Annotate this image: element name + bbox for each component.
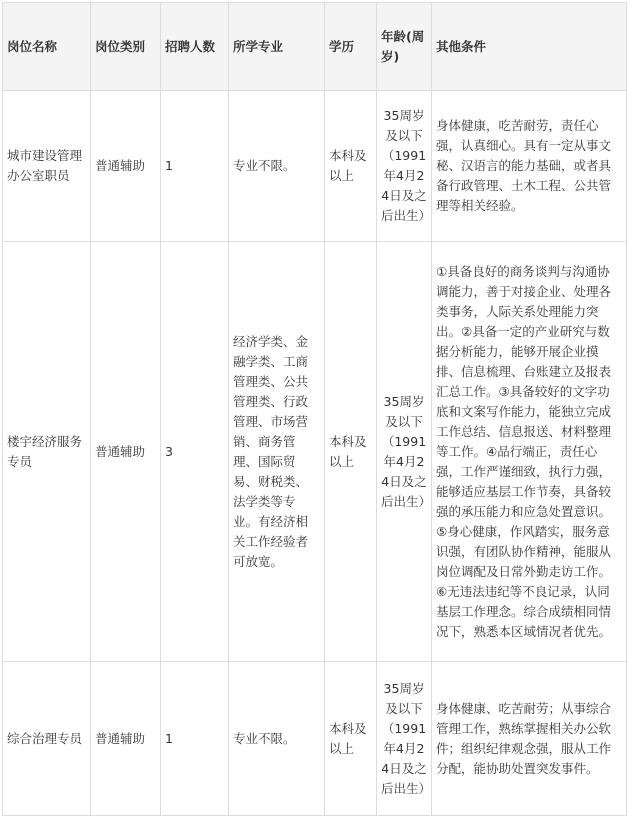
table-row	[3, 91, 627, 242]
cell-position-name: 城市建设管理办公室职员	[3, 91, 91, 242]
table-row	[3, 662, 627, 816]
cell-position-type: 普通辅助	[91, 242, 161, 662]
header-headcount: 招聘人数	[161, 3, 229, 91]
cell-age: 35周岁及以下（1991年4月24日及之后出生）	[377, 242, 432, 662]
cell-education: 本科及以上	[325, 242, 377, 662]
header-position-name: 岗位名称	[3, 3, 91, 91]
cell-position-name: 楼宇经济服务专员	[3, 242, 91, 662]
cell-position-type: 普通辅助	[91, 91, 161, 242]
table-header-row	[3, 3, 627, 91]
header-major: 所学专业	[229, 3, 325, 91]
header-age: 年龄(周岁)	[377, 3, 432, 91]
header-education: 学历	[325, 3, 377, 91]
cell-other-conditions: 身体健康、吃苦耐劳；从事综合管理工作，熟练掌握相关办公软件；组织纪律观念强，服从工作分配，能协助处置突发事件。	[432, 662, 627, 816]
cell-age: 35周岁及以下（1991年4月24日及之后出生）	[377, 91, 432, 242]
cell-major: 专业不限。	[229, 91, 325, 242]
cell-age: 35周岁及以下（1991年4月24日及之后出生）	[377, 662, 432, 816]
cell-other-conditions: ①具备良好的商务谈判与沟通协调能力，善于对接企业、处理各类事务，人际关系处理能力突出。②具备一定的产业研究与数据分析能力，能够开展企业摸排、信息梳理、台账建立及报表汇总工作。③具备较好的文字功底和文案写作能力，能独立完成工作总结、信息报送、材料整理等工作。④品行端正，责任心强，工作严谨细致，执行力强，能够适应基层工作节奏，具备较强的承压能力和应急处置意识。⑤身心健康，作风踏实，服务意识强，有团队协作精神，能服从岗位调配及日常外勤走访工作。⑥无违法违纪等不良记录，认同基层工作理念。综合成绩相同情况下，熟悉本区域情况者优先。	[432, 242, 627, 662]
cell-position-name: 综合治理专员	[3, 662, 91, 816]
recruitment-table	[2, 2, 627, 816]
cell-major: 经济学类、金融学类、工商管理类、公共管理类、行政管理、市场营销、商务管理、国际贸易、财税类、法学类等专业。有经济相关工作经验者可放宽。	[229, 242, 325, 662]
recruitment-table-wrapper	[2, 2, 627, 816]
cell-headcount: 1	[161, 662, 229, 816]
cell-headcount: 3	[161, 242, 229, 662]
table-row	[3, 242, 627, 662]
header-other-conditions: 其他条件	[432, 3, 627, 91]
cell-education: 本科及以上	[325, 91, 377, 242]
cell-headcount: 1	[161, 91, 229, 242]
header-position-type: 岗位类别	[91, 3, 161, 91]
cell-education: 本科及以上	[325, 662, 377, 816]
cell-other-conditions: 身体健康，吃苦耐劳，责任心强，认真细心。具有一定从事文秘、汉语言的能力基础，或者具备行政管理、土木工程、公共管理等相关经验。	[432, 91, 627, 242]
cell-major: 专业不限。	[229, 662, 325, 816]
cell-position-type: 普通辅助	[91, 662, 161, 816]
